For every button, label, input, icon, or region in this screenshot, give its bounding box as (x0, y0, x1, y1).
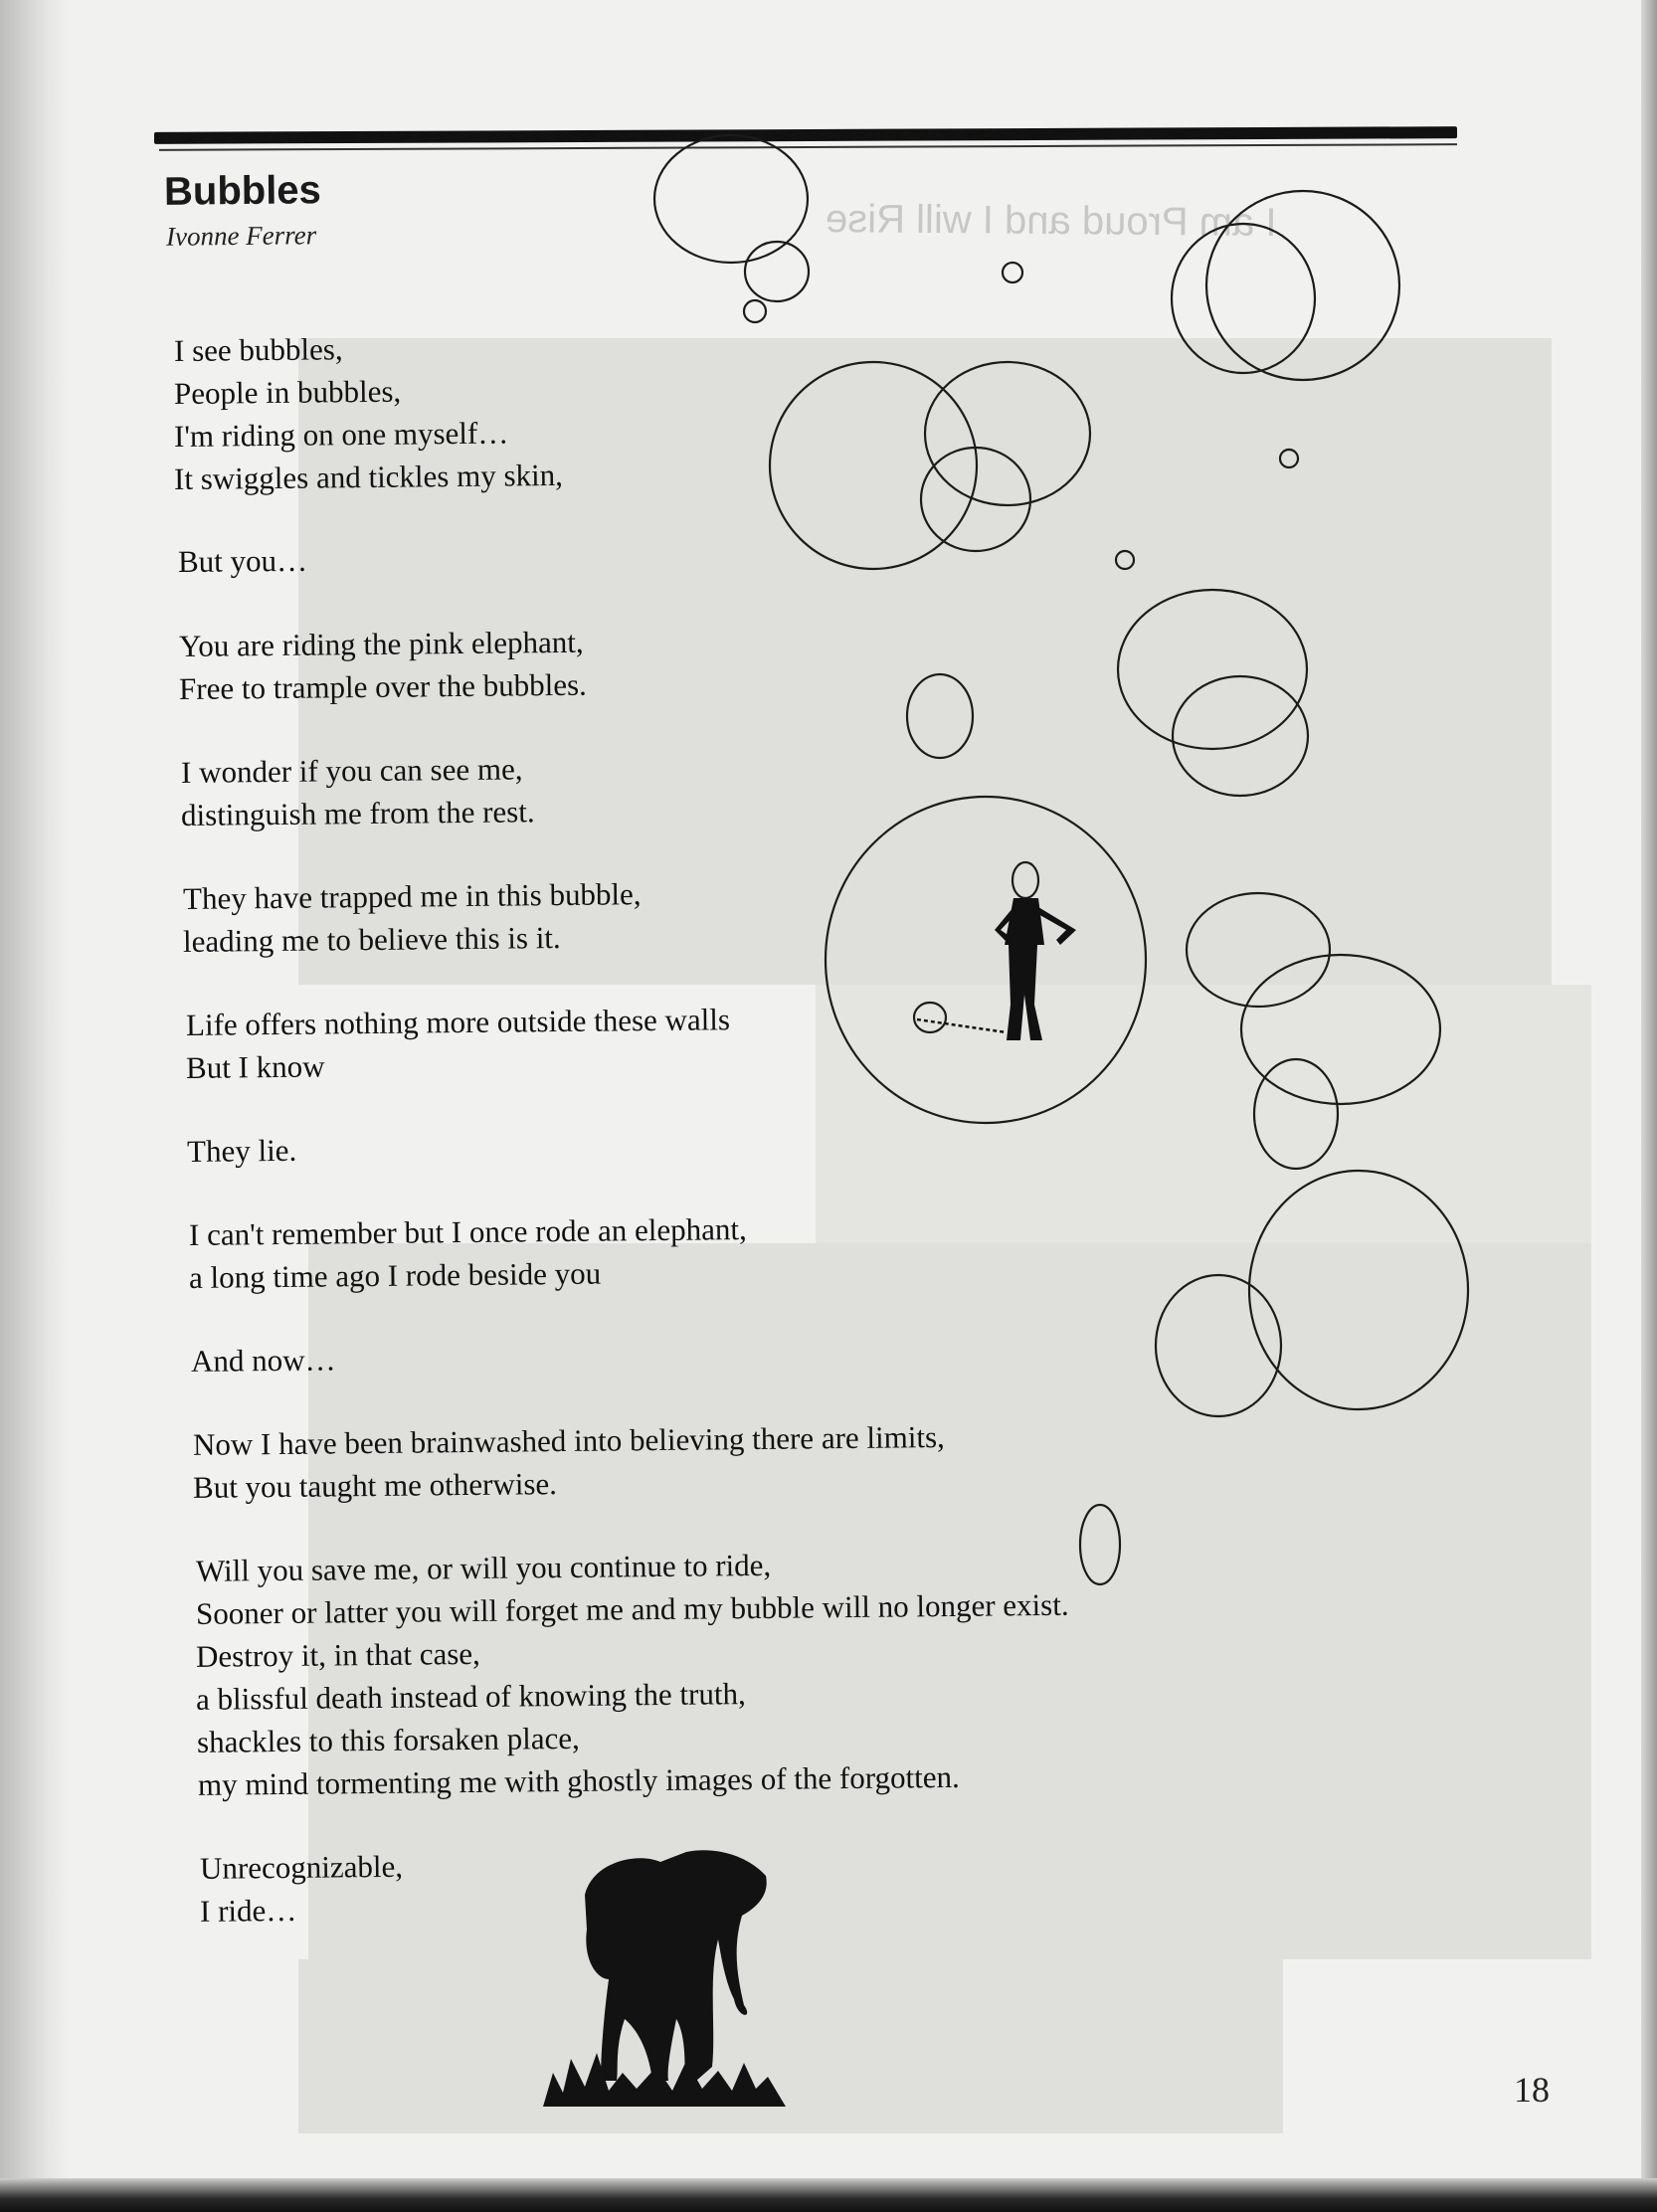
page-right-edge (1641, 0, 1657, 2212)
bubble-outline (1249, 1171, 1468, 1409)
poem-line: But you… (177, 542, 308, 579)
bubble-outline (770, 362, 977, 569)
poem-line: a blissful death instead of knowing the truth, (195, 1676, 746, 1717)
poem-line: I'm riding on one myself… (173, 415, 509, 455)
bubble-outline (1003, 263, 1022, 282)
poem-line: It swiggles and tickles my skin, (173, 457, 564, 497)
bubble-outline (1118, 590, 1307, 749)
bleed-through-heading: I am Proud and I will Rise (825, 197, 1277, 245)
bubble-outline (826, 797, 1146, 1123)
poem-line: Will you save me, or will you continue to ride, (195, 1547, 772, 1588)
poem-line: Unrecognizable, (199, 1848, 404, 1886)
bubble-outline (907, 674, 973, 758)
page-number: 18 (1514, 2070, 1550, 2110)
poem-line: I see bubbles, (173, 331, 343, 369)
poem-line: leading me to believe this is it. (182, 919, 561, 959)
poem-line: Life offers nothing more outside these walls (185, 1002, 731, 1042)
bubble-outline (1187, 893, 1330, 1007)
poem-line: But you taught me otherwise. (192, 1466, 558, 1505)
poem-line: People in bubbles, (173, 373, 402, 412)
poem-line: But I know (185, 1048, 325, 1085)
bubble-outline (1280, 450, 1298, 467)
poem-line: a long time ago I rode beside you (188, 1255, 602, 1295)
bubble-outline (925, 362, 1090, 505)
poem-line: I ride… (199, 1892, 297, 1929)
poem-line: my mind tormenting me with ghostly images of the forgotten. (197, 1758, 960, 1802)
bubble-outline (1173, 676, 1308, 796)
poem-line: Sooner or latter you will forget me and my bubble will no longer exist. (195, 1586, 1069, 1631)
bubble-outline (1116, 551, 1134, 569)
page-gutter-shadow (0, 0, 70, 2212)
poem-line: And now… (190, 1342, 336, 1379)
page-bottom-edge (0, 2178, 1657, 2212)
poem-title: Bubbles (163, 168, 322, 214)
bubble-outline (1241, 955, 1440, 1104)
poem-line: They have trapped me in this bubble, (182, 876, 642, 916)
poem-line: They lie. (186, 1132, 297, 1169)
bubble-outline (1206, 191, 1399, 380)
poem-line: I can't remember but I once rode an elephant, (188, 1211, 747, 1252)
bubble-outline (744, 300, 766, 322)
shackled-man-figure (914, 862, 1076, 1040)
poem-line: You are riding the pink elephant, (178, 624, 584, 663)
poem-line: Destroy it, in that case, (195, 1635, 481, 1674)
bubble-outline (1254, 1059, 1338, 1169)
elephant-silhouette (543, 1850, 786, 2107)
bubble-outline (1172, 224, 1315, 373)
poem-line: distinguish me from the rest. (180, 794, 535, 832)
poem-author: Ivonne Ferrer (165, 220, 317, 252)
poem-line: shackles to this forsaken place, (196, 1720, 580, 1759)
poem-line: I wonder if you can see me, (180, 751, 523, 790)
poem-line: Free to trample over the bubbles. (178, 666, 587, 706)
bubble-outline (1080, 1505, 1120, 1584)
poem-line: Now I have been brainwashed into believing there are limits, (192, 1419, 945, 1462)
